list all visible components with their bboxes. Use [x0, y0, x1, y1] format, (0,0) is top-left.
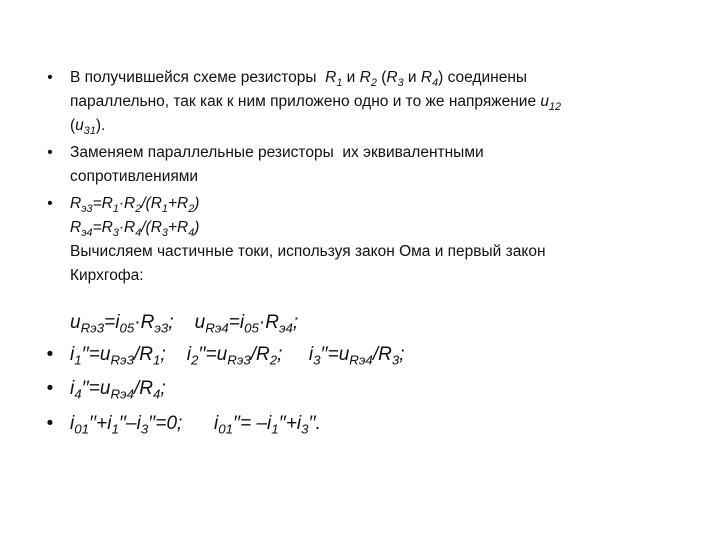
text-line: $(u_{31})$. — [70, 117, 106, 137]
formula-current-4: • $i_4''=u_{Rэ4}/R_4$; — [44, 375, 684, 403]
bullet-marker: • — [47, 144, 53, 161]
text-line: Вычисляем частичные токи, используя закон Ома и первый закон — [70, 243, 546, 260]
text-line: Заменяем параллельные резисторы их эквивалентными — [70, 144, 484, 161]
paragraph-replace-equivalent — [44, 141, 684, 189]
paragraph-equivalent-formulas — [44, 192, 684, 288]
bullet-marker: • — [47, 195, 53, 212]
formula-kirchhoff: • $i_{01}''+i_1''-i_3''=0$; $i_{01}''= -i_1''+i_3''$. — [44, 410, 684, 438]
formula-re3: $R_{э3}=R_1\cdot R_2/(R_1+R_2)$ — [70, 195, 200, 215]
paragraph-parallel-resistors — [44, 66, 684, 138]
text-line: Кирхгофа: — [70, 267, 144, 284]
bullet-marker: • — [46, 378, 54, 399]
text-line: параллельно, так как к ним приложено одно и то же напряжение $u_{12}$ — [70, 93, 562, 113]
text-line: сопротивлениями — [70, 168, 199, 185]
bullet-marker: • — [46, 413, 54, 434]
formula-voltages: $u_{Rэ3}=i_{05}\cdot R_{э3}$; $u_{Rэ4}=i_{05}\cdot R_{э4}$; — [70, 312, 299, 336]
bullet-marker: • — [47, 69, 53, 86]
bullet-marker: • — [46, 344, 54, 365]
formula-re4: $R_{э4}=R_3\cdot R_4/(R_3+R_4)$ — [70, 219, 200, 239]
formula-currents-123: • $i_1''=u_{Rэ3}/R_1$; $i_2''=u_{Rэ3}/R_2$; $i_3''=u_{Rэ4}/R_3$; — [44, 341, 684, 369]
text-line: В получившейся схеме резисторы $R_1$ и $R_2$ ($R_3$ и $R_4$) соединены — [70, 69, 528, 89]
